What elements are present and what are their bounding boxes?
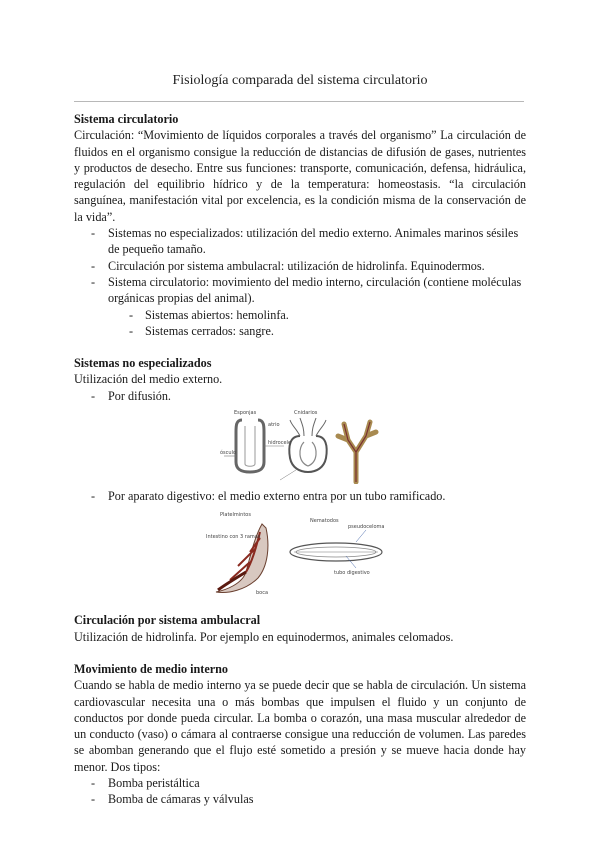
sub-list-item: - Sistemas cerrados: sangre. bbox=[74, 323, 526, 339]
svg-text:boca: boca bbox=[256, 590, 269, 597]
svg-text:ósculo: ósculo bbox=[220, 450, 237, 457]
svg-text:Platelmintos: Platelmintos bbox=[220, 512, 251, 519]
list-item: - Por aparato digestivo: el medio externo entra por un tubo ramificado. bbox=[74, 488, 526, 504]
bullet-list bbox=[74, 488, 526, 504]
branched-colony-illustration bbox=[338, 422, 376, 482]
svg-text:atrio: atrio bbox=[268, 422, 280, 429]
svg-text:tubo digestivo: tubo digestivo bbox=[334, 570, 370, 577]
list-item: - Sistemas no especializados: utilización del medio externo. Animales marinos sésiles de pequeño tamaño. bbox=[74, 225, 526, 258]
bullet-list bbox=[74, 225, 526, 339]
section-heading-sistema-ambulacral: Circulación por sistema ambulacral bbox=[74, 613, 261, 628]
nematode-illustration bbox=[290, 530, 382, 568]
section-heading-medio-interno: Movimiento de medio interno bbox=[74, 661, 229, 676]
svg-text:Intestino con 3 ramas: Intestino con 3 ramas bbox=[206, 534, 261, 541]
document-body bbox=[74, 111, 526, 808]
document-title: Fisiología comparada del sistema circulatorio bbox=[172, 73, 428, 88]
svg-text:pseudoceloma: pseudoceloma bbox=[348, 524, 385, 531]
list-item: - Circulación por sistema ambulacral: utilización de hidrolinfa. Equinodermos. bbox=[74, 258, 526, 274]
sub-list-item: - Sistemas abiertos: hemolinfa. bbox=[74, 307, 526, 323]
bullet-list bbox=[74, 388, 526, 404]
svg-text:Esponjas: Esponjas bbox=[234, 410, 257, 417]
section-paragraph: Utilización del medio externo. bbox=[74, 372, 223, 387]
section-heading-sistemas-no-especializados: Sistemas no especializados bbox=[74, 356, 212, 371]
bullet-list bbox=[74, 775, 526, 808]
section-paragraph: Cuando se habla de medio interno ya se puede decir que se habla de circulación. Un sistema cardiovascular necesita una o más bombas que impulsen el fluido y un conjunto de conductos por donde pueda circular. La bomba o corazón, una masa muscular alrededor de un conducto (vaso) o cámara al contraerse consigue una reducción de volumen. Las paredes se abomban generando que el flujo esté sometido a presión y se mueve hacia donde hay menor. Dos tipos: bbox=[74, 678, 526, 774]
svg-text:hidrocele: hidrocele bbox=[268, 440, 292, 447]
svg-text:Nematodos: Nematodos bbox=[310, 518, 339, 525]
cnidarian-illustration bbox=[280, 418, 327, 480]
section-heading-sistema-circulatorio: Sistema circulatorio bbox=[74, 112, 179, 126]
diffusion-figure bbox=[220, 406, 380, 484]
svg-text:Cnidarios: Cnidarios bbox=[294, 410, 318, 417]
digestive-figure bbox=[206, 508, 386, 598]
section-paragraph: Circulación: “Movimiento de líquidos corporales a través del organismo” La circulación de fluidos en el organismo consigue la reducción de distancias de difusión de gases, nutrientes y productos de desecho. Entre sus funciones: transporte, comunicación, defensa, hidráulica, regulación del equilibrio hídrico y de la temperatura: homeostasis. “la circulación sanguínea, manifestación vital por excelencia, es la condición misma de la conservación de la vida”. bbox=[74, 128, 526, 224]
list-item: - Por difusión. bbox=[74, 388, 526, 404]
title-divider bbox=[74, 101, 524, 102]
list-item: - Sistema circulatorio: movimiento del medio interno, circulación (contiene moléculas orgánicas propias del animal). bbox=[74, 274, 526, 307]
section-paragraph: Utilización de hidrolinfa. Por ejemplo en equinodermos, animales celomados. bbox=[74, 629, 454, 644]
list-item: - Bomba de cámaras y válvulas bbox=[74, 791, 526, 807]
list-item: - Bomba peristáltica bbox=[74, 775, 526, 791]
